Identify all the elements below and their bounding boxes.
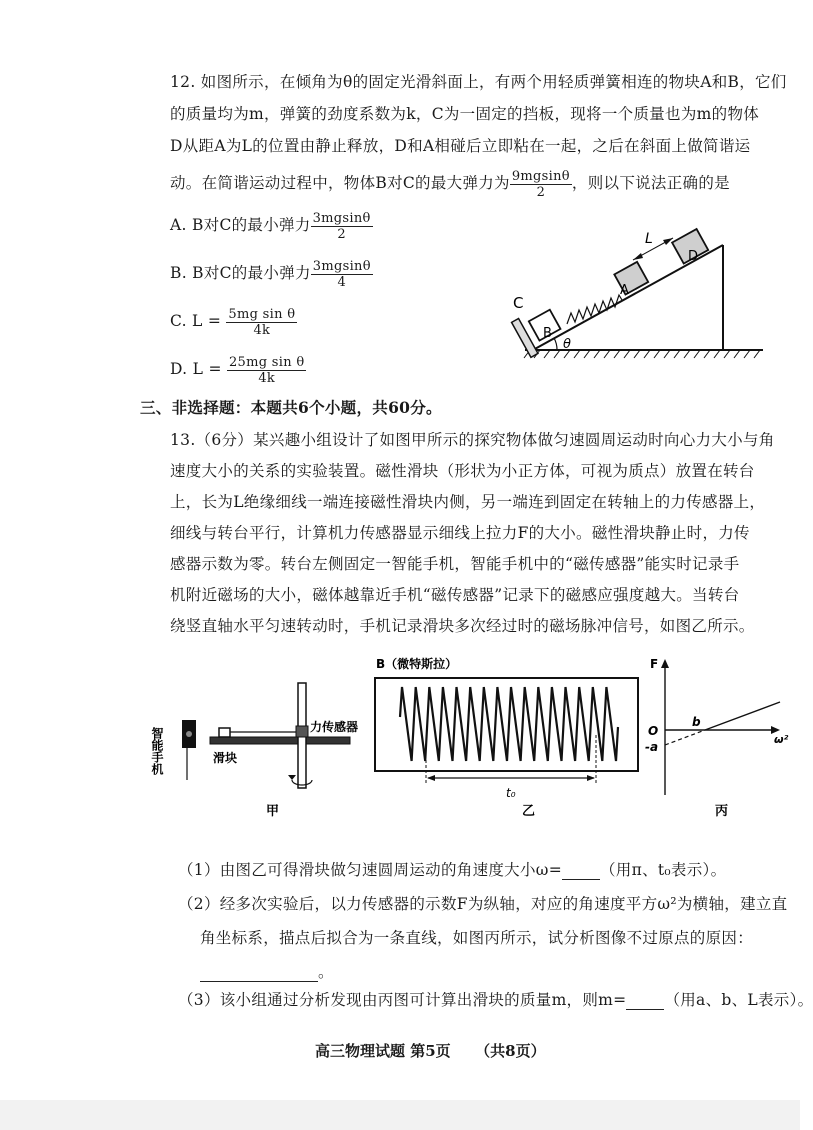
scan-bottom-edge xyxy=(0,1100,800,1130)
page-footer xyxy=(315,1040,546,1061)
origin-label: O xyxy=(648,724,659,738)
fraction-numerator: 9mgsinθ xyxy=(511,168,570,184)
ground-hatch xyxy=(524,350,760,358)
figure-bing-graph xyxy=(640,655,795,825)
sensor-label: 力传感器 xyxy=(310,720,359,734)
q12-line3: D从距A为L的位置由静止释放，D和A相碰后立即粘在一起，之后在斜面上做简谐运 xyxy=(170,137,751,155)
footer-total-pages: （共8页） xyxy=(475,1042,546,1060)
option-label: C. L = xyxy=(170,312,222,330)
q13-line-6: 机附近磁场的大小，磁体越靠近手机“磁传感器”记录下的磁感应强度越大。当转台 xyxy=(170,586,740,604)
option-label: B. B对C的最小弹力 xyxy=(170,264,311,282)
sub3-answer-blank[interactable] xyxy=(626,993,664,1010)
rotation-arrowhead-icon xyxy=(288,775,296,780)
sub1-answer-blank[interactable] xyxy=(562,863,600,880)
q12-option-d[interactable] xyxy=(170,352,306,386)
q13-line-4: 细线与转台平行，计算机力传感器显示细线上拉力F的大小。磁性滑块静止时，力传 xyxy=(170,524,750,542)
option-fraction xyxy=(311,211,373,242)
arrowhead-right-icon xyxy=(587,775,595,781)
fraction-denominator: 2 xyxy=(337,226,346,242)
figure-yi-signal xyxy=(370,655,645,825)
q13-sub2-line1: （2）经多次实验后，以力传感器的示数F为纵轴，对应的角速度平方ω²为横轴，建立直 xyxy=(178,895,788,913)
figure-bing-caption: 丙 xyxy=(715,804,729,819)
q12-line4 xyxy=(170,166,730,200)
option-label: A. B对C的最小弹力 xyxy=(170,216,311,234)
plate-c-label: C xyxy=(513,294,524,312)
extrapolated-line xyxy=(665,730,705,745)
turntable xyxy=(210,737,350,744)
fit-line xyxy=(705,702,780,730)
arrowhead-right-icon xyxy=(663,238,673,245)
q12-option-a[interactable] xyxy=(170,208,373,242)
t0-label: t₀ xyxy=(506,786,516,800)
figure-jia-caption: 甲 xyxy=(266,804,280,819)
q12-line1: 12. 如图所示，在倾角为θ的固定光滑斜面上，有两个用轻质弹簧相连的物块A和B，它们 xyxy=(170,73,787,91)
q13-sub3 xyxy=(178,990,813,1010)
fraction-numerator: 25mg sin θ xyxy=(228,354,305,370)
fraction-numerator: 3mgsinθ xyxy=(312,210,371,226)
option-label: D. L = xyxy=(170,360,222,378)
option-fraction xyxy=(227,355,306,386)
q13-sub2-answer xyxy=(200,962,334,982)
block-a-label: A xyxy=(620,283,629,298)
sub2-answer-blank[interactable] xyxy=(200,965,318,982)
sub3-hint: （用a、b、L表示）。 xyxy=(664,991,813,1009)
footer-title: 高三物理试题 第5页 xyxy=(315,1042,451,1060)
option-fraction xyxy=(226,307,297,338)
section-3-heading: 三、非选择题：本题共6个小题，共60分。 xyxy=(140,398,442,417)
q13-sub2-line2: 角坐标系，描点后拟合为一条直线，如图丙所示，试分析图像不过原点的原因： xyxy=(200,929,754,947)
block-d-label: D xyxy=(688,249,699,264)
fraction-denominator: 4 xyxy=(337,274,347,290)
q13-line-7: 绕竖直轴水平匀速转动时，手机记录滑块多次经过时的磁场脉冲信号，如图乙所示。 xyxy=(170,617,755,635)
intercept-neg-a-label: -a xyxy=(645,740,659,754)
f-axis-arrowhead-icon xyxy=(661,659,669,668)
sub2-period: 。 xyxy=(318,963,334,981)
spring xyxy=(567,295,622,324)
figure-yi-caption: 乙 xyxy=(522,804,536,819)
force-sensor xyxy=(296,726,308,737)
fraction-numerator: 5mg sin θ xyxy=(228,306,296,322)
q13-line-1: 13.（6分）某兴趣小组设计了如图甲所示的探究物体做匀速圆周运动时向心力大小与角 xyxy=(170,431,775,449)
fraction-denominator: 2 xyxy=(536,184,546,200)
omega2-axis-label: ω² xyxy=(774,733,789,746)
theta-arc xyxy=(554,338,557,350)
block-b-label: B xyxy=(543,326,552,341)
incline-figure xyxy=(505,215,770,365)
distance-l-label: L xyxy=(645,231,653,247)
q12-line4-post: ，则以下说法正确的是 xyxy=(571,174,730,192)
q12-line4-pre: 动。在简谐运动过程中，物体B对C的最大弹力为 xyxy=(170,174,510,192)
f-axis-label: F xyxy=(650,657,659,671)
sub1-hint: （用π、t₀表示）。 xyxy=(600,861,727,879)
fraction-denominator: 4k xyxy=(258,370,276,386)
figure-jia-apparatus xyxy=(150,665,375,825)
slider-label: 滑块 xyxy=(213,751,238,765)
sub1-prompt: （1）由图乙可得滑块做匀速圆周运动的角速度大小ω= xyxy=(178,861,562,879)
q13-line-5: 感器示数为零。转台左侧固定一智能手机，智能手机中的“磁传感器”能实时记录手 xyxy=(170,555,740,573)
fraction-denominator: 4k xyxy=(253,322,271,338)
q13-line-3: 上，长为L绝缘细线一端连接磁性滑块内侧，另一端连到固定在转轴上的力传感器上， xyxy=(170,493,766,511)
phone-label: 智能手机 xyxy=(150,727,164,775)
q12-max-force-fraction xyxy=(510,169,572,200)
phone-sensor-dot xyxy=(186,731,192,737)
intercept-b-label: b xyxy=(692,715,701,729)
q12-option-b[interactable] xyxy=(170,256,373,290)
fraction-numerator: 3mgsinθ xyxy=(312,258,371,274)
arrowhead-left-icon xyxy=(427,775,435,781)
arrowhead-left-icon xyxy=(633,253,643,260)
theta-label: θ xyxy=(563,337,571,352)
q13-sub1 xyxy=(178,860,726,880)
q12-option-c[interactable] xyxy=(170,304,297,338)
q12-line2: 的质量均为m，弹簧的劲度系数为k，C为一固定的挡板，现将一个质量也为m的物体 xyxy=(170,105,760,123)
option-fraction xyxy=(311,259,373,290)
figure-yi-ylabel: B（微特斯拉） xyxy=(376,657,458,671)
q13-line-2: 速度大小的关系的实验装置。磁性滑块（形状为小正方体，可视为质点）放置在转台 xyxy=(170,462,755,480)
slider-block xyxy=(219,728,230,737)
sub3-prompt: （3）该小组通过分析发现由丙图可计算出滑块的质量m，则m= xyxy=(178,991,627,1009)
